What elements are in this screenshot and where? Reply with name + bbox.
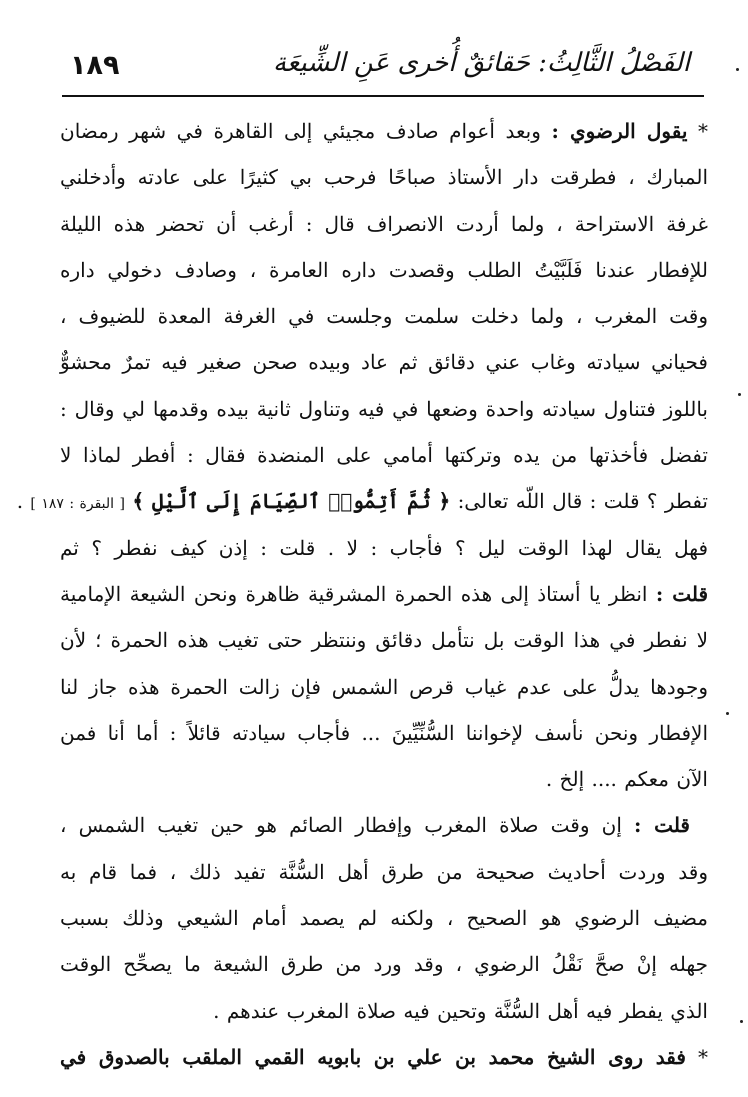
speaker-label: قلت : bbox=[655, 581, 709, 606]
text-line: * فقد روى الشيخ محمد بن علي بن بابويه القمي الملقب بالصدوق في bbox=[60, 1044, 709, 1069]
scan-speck bbox=[736, 68, 739, 71]
header-rule bbox=[62, 95, 704, 97]
text-line: قلت : انظر يا أستاذ إلى هذه الحمرة المشرقية ظاهرة ونحن الشيعة الإمامية bbox=[60, 581, 709, 606]
text-line: الإفطار ونحن نأسف لإخواننا السُّنِّيِّينَ ... فأجاب سيادته قائلاً : أما أنا فمن bbox=[60, 720, 708, 745]
text-line: المبارك ، فطرقت دار الأستاذ صباحًا فرحب بي كثيرًا على عادته وأدخلني bbox=[60, 165, 708, 190]
body-text bbox=[16, 108, 709, 1080]
speaker-label: يقول الرضوي : bbox=[551, 119, 688, 143]
text-line: وقد وردت أحاديث صحيحة من طرق أهل السُّنَّة تفيد ذلك ، فما قام به bbox=[60, 859, 708, 884]
speaker-label: قلت : bbox=[634, 813, 690, 838]
page-header bbox=[62, 40, 700, 90]
text-line: باللوز فتناول سيادته واحدة وضعها في فيه وتناول ثانية بيده وقدمها لي وقال : bbox=[60, 396, 708, 421]
text-line: مضيف الرضوي هو الصحيح ، ولكنه لم يصمد أمام الشيعي وذلك بسبب bbox=[60, 906, 708, 931]
text-line: تفضل فأخذتها من يده وتركتها أمامي على المنضدة فقال : أفطر لماذا لا bbox=[60, 443, 708, 468]
scan-speck bbox=[740, 1020, 743, 1023]
text-line: وجودها يدلُّ على عدم غياب قرص الشمس فإن زالت الحمرة هذه جاز لنا bbox=[60, 674, 708, 699]
quran-verse: ﴿ ثُمَّ أَتِمُّوا۟ ٱلصِّيَامَ إِلَى ٱلَّيْلِ ﴾ bbox=[132, 489, 451, 514]
text-line: غرفة الاستراحة ، ولما أردت الانصراف قال : أرغب أن تحضر هذه الليلة bbox=[60, 211, 708, 236]
scan-speck bbox=[726, 712, 729, 715]
page-number: ١٨٩ bbox=[70, 50, 120, 81]
text-line: تفطر ؟ قلت : قال اللّه تعالى: ﴿ ثُمَّ أَتِمُّوا۟ ٱلصِّيَامَ إِلَى ٱلَّيْلِ ﴾ [ البقرة : ١٨٧ ] . bbox=[16, 489, 708, 514]
text-line: فحياني سيادته وغاب عني دقائق ثم عاد وبيده صحن صغير فيه تمرٌ محشوٌّ bbox=[60, 350, 708, 375]
text-line: الآن معكم .... إلخ . bbox=[545, 767, 708, 792]
text-line: لا نفطر في هذا الوقت بل نتأمل دقائق وننتظر حتى تغيب هذه الحمرة ؛ لأن bbox=[60, 628, 708, 653]
bullet: * bbox=[698, 1044, 709, 1069]
text-line: * يقول الرضوي : وبعد أعوام صادف مجيئي إلى القاهرة في شهر رمضان bbox=[60, 119, 709, 143]
text-line: للإفطار عندنا فَلَبَّيْتُ الطلب وقصدت داره العامرة ، وصادف دخولي داره bbox=[60, 257, 708, 282]
running-title: الفَصْلُ الثَّالِثُ: حَقائقٌ أُخرى عَنِ الشِّيعَة bbox=[272, 48, 690, 78]
text-line: الذي يفطر فيه أهل السُّنَّة وتحين فيه صلاة المغرب عندهم . bbox=[213, 998, 708, 1023]
verse-reference: [ البقرة : ١٨٧ ] bbox=[30, 496, 125, 513]
text-line: جهله إنْ صحَّ نَقْلُ الرضوي ، وقد ورد من طرق الشيعة ما يصحِّح الوقت bbox=[60, 952, 708, 977]
text-line: فهل يقال لهذا الوقت ليل ؟ فأجاب : لا . قلت : إذن كيف نفطر ؟ ثم bbox=[60, 535, 708, 560]
text-line: وقت المغرب ، ولما دخلت سلمت وجلست في الغرفة المعدة للضيوف ، bbox=[60, 304, 708, 329]
bullet: * bbox=[698, 119, 709, 143]
text-line: قلت : إن وقت صلاة المغرب وإفطار الصائم هو حين تغيب الشمس ، bbox=[60, 813, 690, 838]
scan-speck bbox=[738, 393, 741, 396]
